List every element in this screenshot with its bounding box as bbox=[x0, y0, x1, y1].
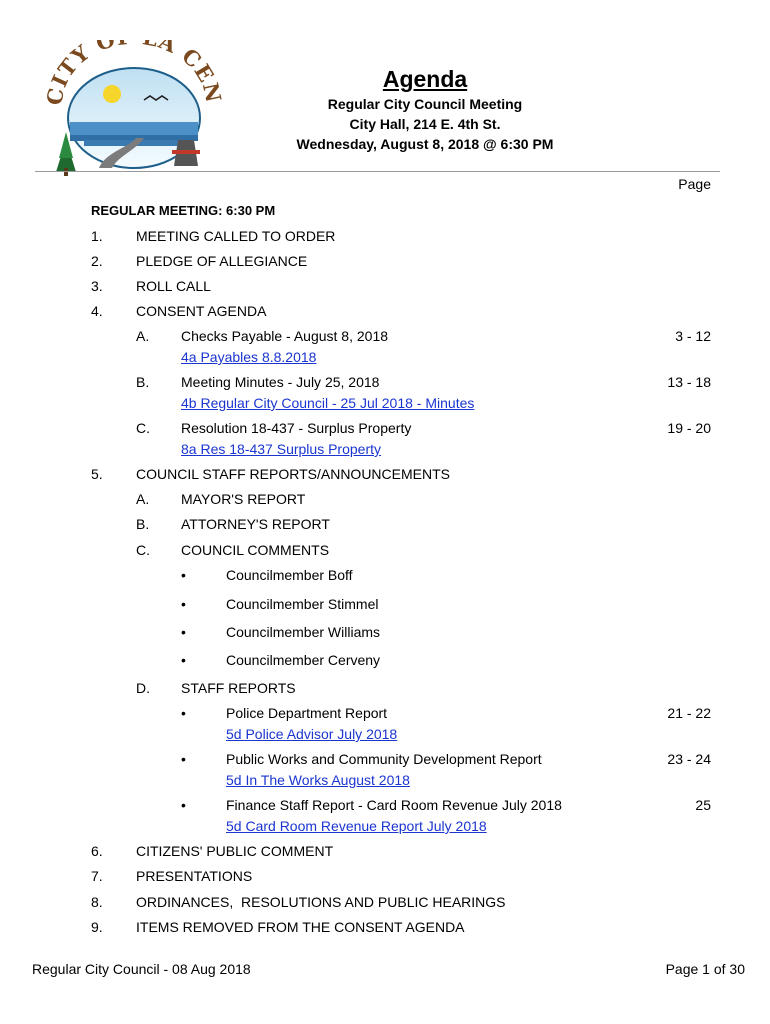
page-range: 3 - 12 bbox=[675, 328, 711, 344]
item-consent-agenda: CONSENT AGENDA bbox=[136, 303, 267, 319]
item-number: 3. bbox=[91, 278, 103, 294]
link-resolution[interactable]: 8a Res 18-437 Surplus Property bbox=[181, 441, 381, 457]
page-range: 13 - 18 bbox=[667, 374, 711, 390]
page-range: 25 bbox=[695, 797, 711, 813]
subitem-letter: C. bbox=[136, 542, 150, 558]
bullet: • bbox=[181, 624, 186, 640]
footer-meeting-label: Regular City Council - 08 Aug 2018 bbox=[32, 961, 251, 977]
subitem-council-comments: COUNCIL COMMENTS bbox=[181, 542, 330, 558]
meeting-location: City Hall, 214 E. 4th St. bbox=[349, 116, 501, 132]
link-card-room-revenue[interactable]: 5d Card Room Revenue Report July 2018 bbox=[226, 818, 487, 834]
item-number: 6. bbox=[91, 843, 103, 859]
agenda-title: Agenda bbox=[382, 66, 468, 92]
meeting-date: Wednesday, August 8, 2018 @ 6:30 PM bbox=[296, 136, 554, 152]
public-works-report: Public Works and Community Development Report bbox=[226, 751, 542, 767]
footer-page-number: Page 1 of 30 bbox=[665, 961, 745, 977]
logo-text: CITY O A CEN bbox=[44, 40, 224, 107]
subitem-mayors-report: MAYOR'S REPORT bbox=[181, 491, 306, 507]
police-department-report: Police Department Report bbox=[226, 705, 388, 721]
link-payables[interactable]: 4a Payables 8.8.2018 bbox=[181, 349, 317, 365]
subitem-letter: C. bbox=[136, 420, 150, 436]
page-range: 19 - 20 bbox=[667, 420, 711, 436]
link-in-the-works[interactable]: 5d In The Works August 2018 bbox=[226, 772, 410, 788]
subitem-letter: B. bbox=[136, 516, 150, 532]
item-removed-from-consent: ITEMS REMOVED FROM THE CONSENT AGENDA bbox=[136, 919, 465, 935]
item-number: 2. bbox=[91, 253, 103, 269]
subitem-resolution: Resolution 18-437 - Surplus Property bbox=[181, 420, 412, 436]
item-number: 5. bbox=[91, 466, 103, 482]
bullet: • bbox=[181, 596, 186, 612]
councilmember-cerveny: Councilmember Cerveny bbox=[226, 652, 381, 668]
header-divider bbox=[35, 171, 720, 172]
councilmember-williams: Councilmember Williams bbox=[226, 624, 381, 640]
subitem-letter: D. bbox=[136, 680, 150, 696]
subitem-attorneys-report: ATTORNEY'S REPORT bbox=[181, 516, 330, 532]
item-public-comment: CITIZENS' PUBLIC COMMENT bbox=[136, 843, 334, 859]
councilmember-boff: Councilmember Boff bbox=[226, 567, 353, 583]
finance-staff-report: Finance Staff Report - Card Room Revenue July 2018 bbox=[226, 797, 562, 813]
bullet: • bbox=[181, 705, 186, 721]
councilmember-stimmel: Councilmember Stimmel bbox=[226, 596, 379, 612]
item-number: 1. bbox=[91, 228, 103, 244]
bullet: • bbox=[181, 567, 186, 583]
link-minutes[interactable]: 4b Regular City Council - 25 Jul 2018 - Minutes bbox=[181, 395, 475, 411]
subitem-letter: A. bbox=[136, 491, 150, 507]
subitem-staff-reports: STAFF REPORTS bbox=[181, 680, 296, 696]
subitem-checks-payable: Checks Payable - August 8, 2018 bbox=[181, 328, 389, 344]
link-police-advisor[interactable]: 5d Police Advisor July 2018 bbox=[226, 726, 398, 742]
city-logo bbox=[44, 40, 224, 180]
meeting-name: Regular City Council Meeting bbox=[327, 96, 523, 112]
subitem-meeting-minutes: Meeting Minutes - July 25, 2018 bbox=[181, 374, 380, 390]
page-range: 21 - 22 bbox=[667, 705, 711, 721]
subitem-letter: A. bbox=[136, 328, 150, 344]
item-number: 8. bbox=[91, 894, 103, 910]
page-column-header: Page bbox=[678, 176, 711, 192]
item-roll-call: ROLL CALL bbox=[136, 278, 211, 294]
item-presentations: PRESENTATIONS bbox=[136, 868, 253, 884]
bullet: • bbox=[181, 797, 186, 813]
section-heading: REGULAR MEETING: 6:30 PM bbox=[91, 203, 276, 218]
subitem-letter: B. bbox=[136, 374, 150, 390]
item-staff-reports: COUNCIL STAFF REPORTS/ANNOUNCEMENTS bbox=[136, 466, 450, 482]
item-ordinances: ORDINANCES, RESOLUTIONS AND PUBLIC HEARINGS bbox=[136, 894, 506, 910]
bullet: • bbox=[181, 652, 186, 668]
item-number: 7. bbox=[91, 868, 103, 884]
item-call-to-order: MEETING CALLED TO ORDER bbox=[136, 228, 336, 244]
item-number: 4. bbox=[91, 303, 103, 319]
page-range: 23 - 24 bbox=[667, 751, 711, 767]
item-pledge: PLEDGE OF ALLEGIANCE bbox=[136, 253, 308, 269]
bullet: • bbox=[181, 751, 186, 767]
item-number: 9. bbox=[91, 919, 103, 935]
